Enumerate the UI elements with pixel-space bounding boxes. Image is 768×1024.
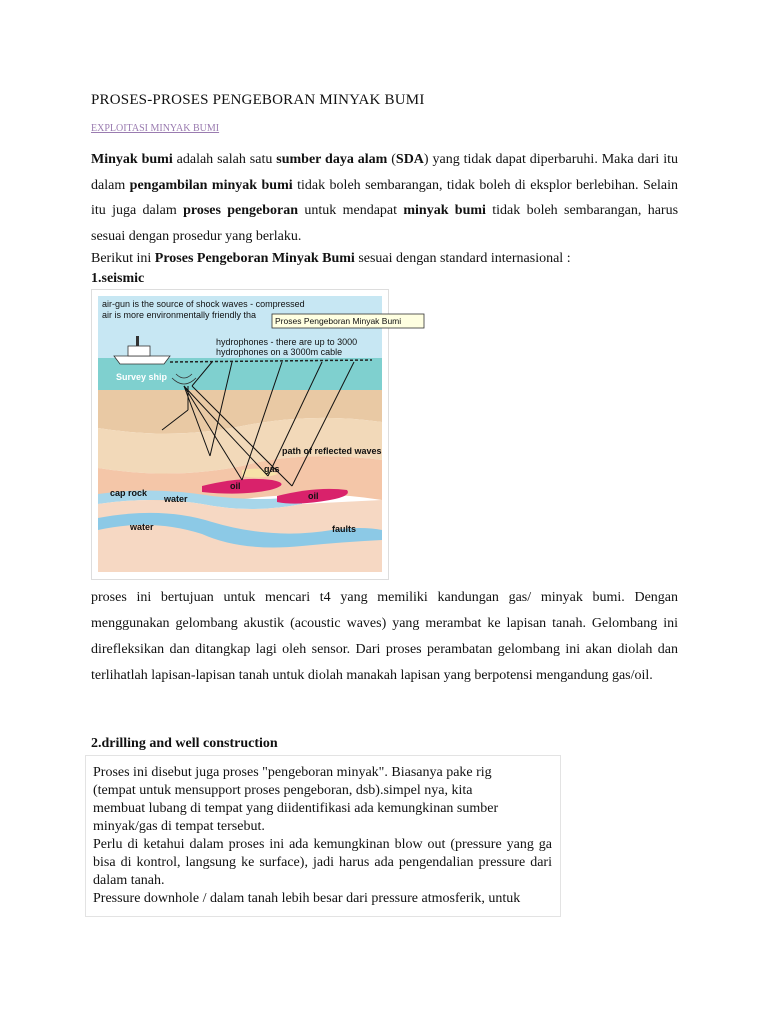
seismic-figure <box>91 289 402 580</box>
fig-label-water-2: water <box>130 522 154 532</box>
intro2-paragraph <box>91 246 678 272</box>
fig-label-airgun-2: air is more environmentally friendly tha <box>102 310 257 320</box>
drilling-line-2: (tempat untuk mensupport proses pengeboran, dsb).simpel nya, kita <box>93 783 473 798</box>
section-2-heading: 2.drilling and well construction <box>91 736 278 751</box>
intro2-text-1: Berikut ini <box>91 251 155 266</box>
fig-label-reflected: path of reflected waves <box>282 446 382 456</box>
intro-text-1: adalah salah satu <box>172 152 277 167</box>
fig-label-gas: gas <box>264 464 280 474</box>
term-proses-pengeboran: proses pengeboran <box>183 203 299 218</box>
fig-label-oil-2: oil <box>308 491 319 501</box>
intro-text-6: tidak boleh sembarangan, harus sesuai dengan prosedur yang berlaku. <box>91 203 679 244</box>
fig-label-hydro-2: hydrophones on a 3000m cable <box>216 347 343 357</box>
term-minyak-bumi-2: minyak bumi <box>403 203 486 218</box>
drilling-paragraph-3: Pressure downhole / dalam tanah lebih besar dari pressure atmosferik, untuk <box>93 891 521 906</box>
fig-label-hydro-1: hydrophones - there are up to 3000 <box>216 337 358 347</box>
drilling-text-box <box>85 755 561 917</box>
seismic-paragraph: proses ini bertujuan untuk mencari t4 yang memiliki kandungan gas/ minyak bumi. Dengan menggunakan gelombang akustik (acoustic waves) yang merambat ke lapisan tanah. Gelombang ini direfleksikan dan ditangkap lagi oleh sensor. Dari proses perambatan gelombang ini akan diolah dan terlihatlah lapisan-lapisan tanah untuk diolah manakah lapisan yang berpotensi mengandung gas/oil. <box>91 590 678 683</box>
drilling-line-1: Proses ini disebut juga proses "pengeboran minyak". Biasanya pake rig <box>93 765 492 780</box>
term-sumber-daya-alam: sumber daya alam <box>276 152 388 167</box>
drilling-line-3: membuat lubang di tempat yang diidentifikasi ada kemungkinan sumber <box>93 801 499 816</box>
fig-label-oil-1: oil <box>230 481 241 491</box>
intro-text-5: untuk mendapat <box>298 203 404 218</box>
intro-text-2: ( <box>387 152 396 167</box>
section-1-heading: 1.seismic <box>91 271 145 286</box>
tooltip-text: Proses Pengeboran Minyak Bumi <box>275 316 402 326</box>
term-sda: SDA <box>395 152 424 167</box>
fig-label-survey-ship: Survey ship <box>116 372 168 382</box>
intro-text-4: tidak boleh sembarangan, tidak boleh di eksplor berlebihan. Selain itu juga dalam <box>91 177 678 218</box>
term-pengambilan: pengambilan minyak bumi <box>129 177 293 193</box>
fig-label-faults: faults <box>332 524 357 534</box>
category-link[interactable]: EXPLOITASI MINYAK BUMI <box>91 123 220 134</box>
fig-label-cap-rock: cap rock <box>110 488 148 498</box>
figure-tooltip <box>272 314 424 328</box>
intro2-text-2: sesuai dengan standard internasional : <box>354 251 571 266</box>
fig-label-airgun-1: air-gun is the source of shock waves - compressed <box>102 299 305 309</box>
term-minyak-bumi: Minyak bumi <box>91 152 173 167</box>
fig-label-water-1: water <box>164 494 188 504</box>
intro-text-3: ) yang tidak dapat diperbaruhi. Maka dari itu dalam <box>91 152 678 193</box>
drilling-line-4: minyak/gas di tempat tersebut. <box>93 819 265 834</box>
intro-paragraph <box>91 147 678 249</box>
page-title: PROSES-PROSES PENGEBORAN MINYAK BUMI <box>91 92 425 108</box>
term-proses-pengeboran-minyak-bumi: Proses Pengeboran Minyak Bumi <box>154 251 355 266</box>
drilling-paragraph-2: Perlu di ketahui dalam proses ini ada kemungkinan blow out (pressure yang ga bisa di kontrol, langsung ke surface), jadi harus ada pengendalian pressure dari dalam tanah. <box>93 837 552 888</box>
